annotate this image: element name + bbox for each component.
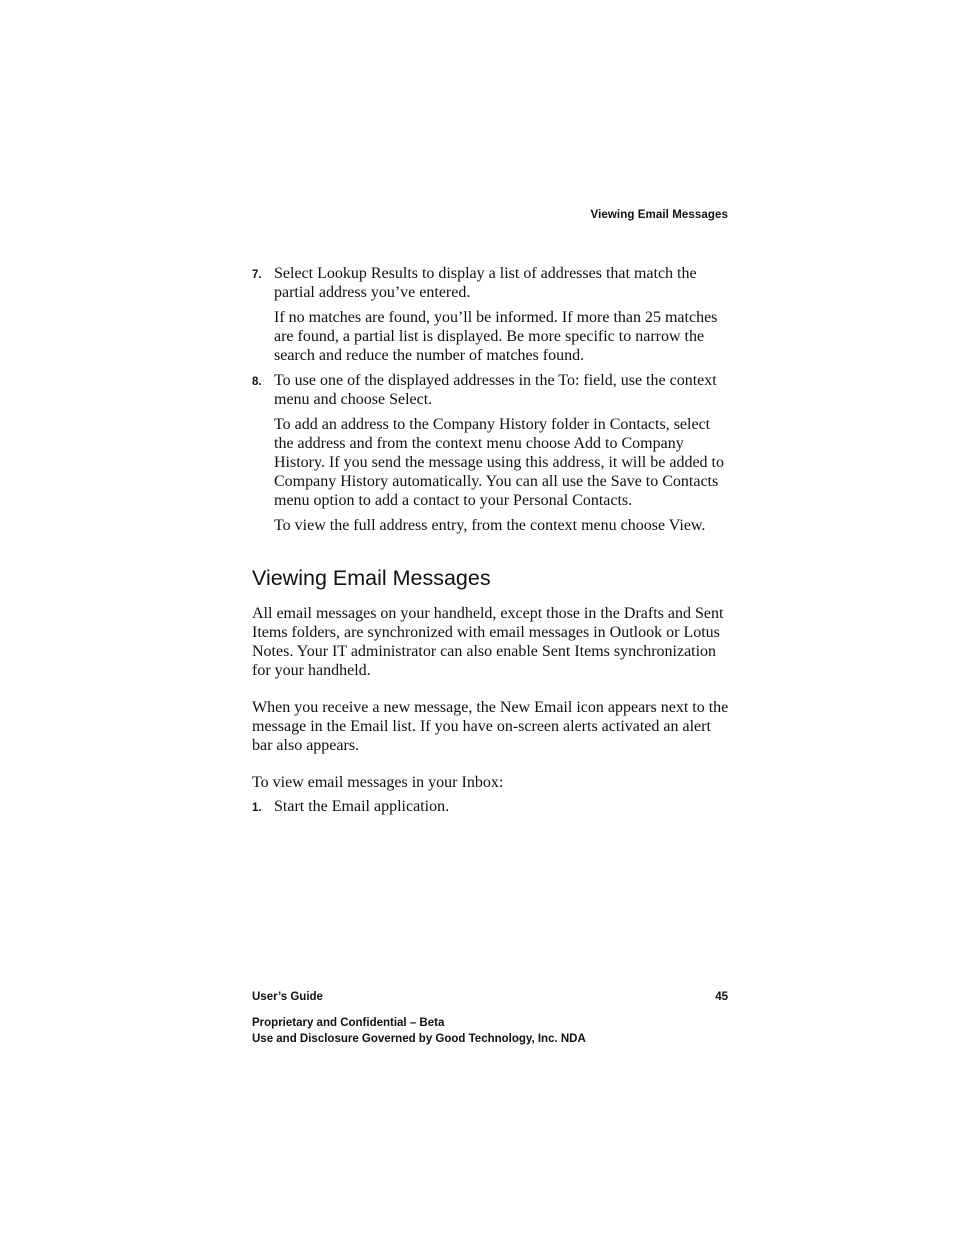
step-number: 7. [252, 269, 262, 281]
step-number: 1. [252, 802, 262, 814]
step-number: 8. [252, 376, 262, 388]
step-note: If no matches are found, you’ll be informed. If more than 25 matches are found, a partial list is displayed. Be more specific to narrow the search and reduce the number of matches found. [274, 309, 718, 364]
step-8 [252, 371, 732, 409]
running-header: Viewing Email Messages [590, 209, 728, 221]
page-content [252, 264, 732, 822]
step-note: To view the full address entry, from the context menu choose View. [274, 517, 706, 534]
body-paragraph: All email messages on your handheld, except those in the Drafts and Sent Items folders, are synchronized with email messages in Outlook or Lotus Notes. Your IT administrator can also enable Sent Items synchronization for your handheld. [252, 605, 724, 679]
step-7 [252, 264, 732, 302]
step-note: To add an address to the Company History folder in Contacts, select the address and from the context menu choose Add to Company History. If you send the message using this address, it will be added to Company History automatically. You can all use the Save to Contacts menu option to add a contact to your Personal Contacts. [274, 416, 724, 509]
footer [252, 989, 728, 1005]
footer-guide-label: User’s Guide [252, 991, 323, 1003]
section-title: Viewing Email Messages [252, 566, 491, 590]
step-1 [252, 797, 732, 816]
step-text: To use one of the displayed addresses in the To: field, use the context menu and choose Select. [274, 372, 717, 408]
confidential-notice: Proprietary and Confidential – Beta [252, 1017, 445, 1029]
body-paragraph: When you receive a new message, the New Email icon appears next to the message in the Email list. If you have on-screen alerts activated an alert bar also appears. [252, 699, 729, 754]
footer-notice [252, 1015, 728, 1047]
step-text: Start the Email application. [274, 798, 450, 815]
step-text: Select Lookup Results to display a list of addresses that match the partial address you’ve entered. [274, 265, 697, 301]
body-paragraph: To view email messages in your Inbox: [252, 774, 504, 791]
nda-notice: Use and Disclosure Governed by Good Technology, Inc. NDA [252, 1033, 586, 1045]
page-number: 45 [715, 991, 728, 1003]
